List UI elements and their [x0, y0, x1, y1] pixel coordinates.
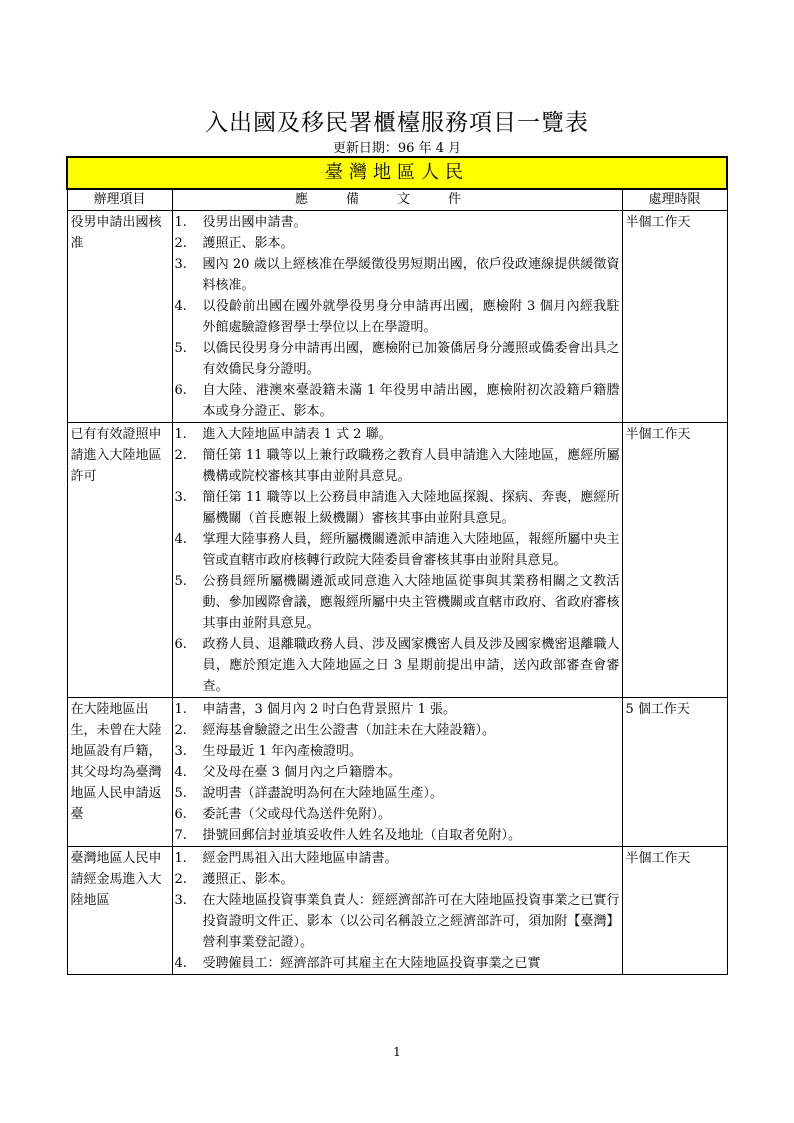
row-documents: [172, 211, 622, 423]
item-text: 以僑民役男身分申請再出國，應檢附已加簽僑居身分護照或僑委會出具之有效僑民身分證明。: [202, 341, 620, 377]
item-text: 國內 20 歲以上經核准在學緩徵役男短期出國，依戶役政連線提供緩徵資料核准。: [202, 257, 620, 293]
list-item: [173, 634, 620, 697]
item-number: 3.: [174, 893, 187, 908]
list-item: [173, 783, 620, 804]
item-text: 委託書（父或母代為送件免附）。: [202, 807, 392, 822]
page-title: 入出國及移民署櫃檯服務項目一覽表: [205, 110, 589, 136]
item-text: 進入大陸地區申請表 1 式 2 聯。: [202, 427, 392, 442]
item-number: 3.: [174, 257, 187, 272]
row-processing-time: 半個工作天: [622, 423, 727, 698]
item-number: 4.: [174, 956, 187, 971]
list-item: [173, 571, 620, 634]
list-item: [173, 424, 620, 445]
row-processing-time: 半個工作天: [622, 211, 727, 423]
item-number: 2.: [174, 448, 187, 463]
list-item: [173, 890, 620, 953]
list-item: [173, 869, 620, 890]
list-item: [173, 699, 620, 720]
list-item: [173, 338, 620, 380]
item-text: 父及母在臺 3 個月內之戶籍謄本。: [202, 765, 402, 780]
item-number: 2.: [174, 236, 187, 251]
document-list: [173, 424, 620, 697]
list-item: [173, 254, 620, 296]
item-number: 3.: [174, 744, 187, 759]
item-number: 3.: [174, 490, 187, 505]
update-date: 更新日期：96 年 4 月: [332, 141, 462, 156]
item-text: 說明書（詳盡說明為何在大陸地區生產）。: [202, 786, 444, 801]
table-row: [67, 698, 727, 847]
item-number: 1.: [174, 702, 187, 717]
list-item: [173, 445, 620, 487]
list-item: [173, 762, 620, 783]
list-item: [173, 825, 620, 846]
item-number: 5.: [174, 341, 187, 356]
list-item: [173, 212, 620, 233]
item-number: 4.: [174, 299, 187, 314]
item-number: 1.: [174, 851, 187, 866]
item-text: 經海基會驗證之出生公證書（加註未在大陸設籍）。: [202, 723, 496, 738]
item-number: 6.: [174, 637, 187, 652]
header-time: 處理時限: [622, 189, 727, 211]
list-item: [173, 741, 620, 762]
list-item: [173, 487, 620, 529]
item-number: 1.: [174, 215, 187, 230]
list-item: [173, 720, 620, 741]
item-text: 生母最近 1 年內產檢證明。: [202, 744, 363, 759]
section-banner: 臺灣地區人民: [67, 157, 727, 189]
list-item: [173, 953, 620, 974]
item-text: 護照正、影本。: [202, 872, 294, 887]
header-documents: 應備文件: [172, 189, 622, 211]
item-text: 申請書，3 個月內 2 吋白色背景照片 1 張。: [202, 702, 456, 717]
table-row: [67, 423, 727, 698]
row-documents: [172, 423, 622, 698]
document-list: [173, 699, 620, 846]
item-number: 6.: [174, 383, 187, 398]
row-processing-time: 5 個工作天: [622, 698, 727, 847]
item-text: 役男出國申請書。: [202, 215, 307, 230]
item-text: 簡任第 11 職等以上公務員申請進入大陸地區探親、探病、奔喪，應經所屬機關（首長應報上級機關）審核其事由並附具意見。: [202, 490, 620, 526]
item-text: 公務員經所屬機關遴派或同意進入大陸地區從事與其業務相關之文教活動、參加國際會議，應報經所屬中央主管機關或直轄市政府、省政府審核其事由並附具意見。: [202, 574, 620, 631]
list-item: [173, 529, 620, 571]
row-documents: [172, 698, 622, 847]
item-text: 受聘僱員工：經濟部許可其雇主在大陸地區投資事業之已實: [202, 956, 541, 971]
list-item: [173, 804, 620, 825]
item-number: 2.: [174, 872, 187, 887]
list-item: [173, 296, 620, 338]
item-number: 7.: [174, 828, 187, 843]
item-text: 自大陸、港澳來臺設籍未滿 1 年役男申請出國，應檢附初次設籍戶籍謄本或身分證正、影本。: [202, 383, 620, 419]
list-item: [173, 233, 620, 254]
item-number: 6.: [174, 807, 187, 822]
row-processing-time: 半個工作天: [622, 847, 727, 975]
page-number: 1: [393, 1045, 401, 1059]
item-text: 護照正、影本。: [202, 236, 294, 251]
item-number: 5.: [174, 574, 187, 589]
table-row: [67, 211, 727, 423]
row-category: 役男申請出國核准: [67, 211, 172, 423]
table-row: [67, 847, 727, 975]
document-list: [173, 212, 620, 422]
item-text: 以役齡前出國在國外就學役男身分申請再出國，應檢附 3 個月內經我駐外館處驗證修習學士學位以上在學證明。: [202, 299, 620, 335]
item-number: 1.: [174, 427, 187, 442]
header-category: 辦理項目: [67, 189, 172, 211]
item-number: 4.: [174, 765, 187, 780]
table-body: [67, 211, 727, 975]
item-text: 經金門馬祖入出大陸地區申請書。: [202, 851, 398, 866]
row-category: 在大陸地區出生，未曾在大陸地區設有戶籍，其父母均為臺灣地區人民申請返臺: [67, 698, 172, 847]
item-number: 5.: [174, 786, 187, 801]
item-text: 簡任第 11 職等以上兼行政職務之教育人員申請進入大陸地區，應經所屬機構或院校審核其事由並附具意見。: [202, 448, 620, 484]
row-category: 已有有效證照申請進入大陸地區許可: [67, 423, 172, 698]
item-text: 在大陸地區投資事業負責人：經經濟部許可在大陸地區投資事業之已實行投資證明文件正、影本（以公司名稱設立之經濟部許可，須加附【臺灣】營利事業登記證）。: [202, 893, 620, 950]
service-table: [66, 156, 728, 975]
row-category: 臺灣地區人民申請經金馬進入大陸地區: [67, 847, 172, 975]
item-text: 政務人員、退離職政務人員、涉及國家機密人員及涉及國家機密退離職人員，應於預定進入大陸地區之日 3 星期前提出申請，送內政部審查會審查。: [202, 637, 620, 694]
list-item: [173, 380, 620, 422]
list-item: [173, 848, 620, 869]
row-documents: [172, 847, 622, 975]
item-number: 2.: [174, 723, 187, 738]
document-list: [173, 848, 620, 974]
item-text: 掛號回郵信封並填妥收件人姓名及地址（自取者免附）。: [202, 828, 522, 843]
item-number: 4.: [174, 532, 187, 547]
item-text: 掌理大陸事務人員，經所屬機關遴派申請進入大陸地區，報經所屬中央主管或直轄市政府核轉行政院大陸委員會審核其事由並附具意見。: [202, 532, 620, 568]
